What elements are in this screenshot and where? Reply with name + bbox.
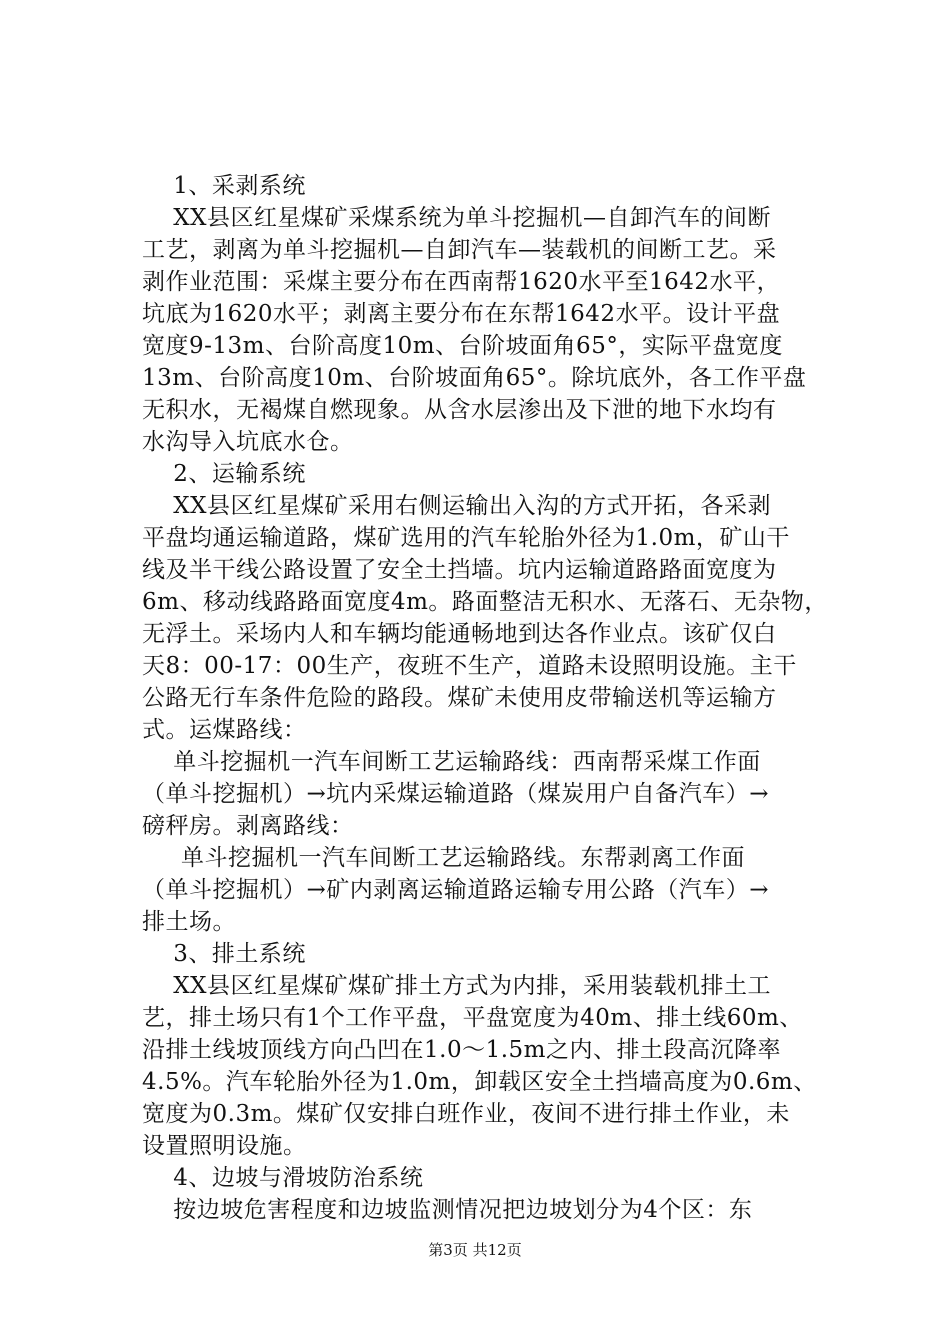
text-line: 坑底为1620水平；剥离主要分布在东帮1642水平。设计平盘 [142,301,781,327]
text-line: 按边坡危害程度和边坡监测情况把边坡划分为4个区：东 [142,1197,753,1223]
page-number-footer: 第3页 共12页 [428,1241,522,1259]
section-heading: 2、运输系统 [142,461,306,487]
text-line: 宽度为0.3m。煤矿仅安排白班作业，夜间不进行排土作业，未 [142,1101,790,1127]
text-line: 排土场。 [142,909,236,935]
text-line: 水沟导入坑底水仓。 [142,429,354,455]
text-line: XX县区红星煤矿采煤系统为单斗挖掘机—自卸汽车的间断 [142,205,771,231]
text-line: 4.5%。汽车轮胎外径为1.0m，卸载区安全土挡墙高度为0.6m、 [142,1069,817,1095]
text-line: XX县区红星煤矿煤矿排土方式为内排，采用装载机排土工 [142,973,771,999]
text-line: 工艺，剥离为单斗挖掘机—自卸汽车—装载机的间断工艺。采 [142,237,777,263]
text-line: 无积水，无褐煤自燃现象。从含水层渗出及下泄的地下水均有 [142,397,777,423]
text-line: （单斗挖掘机）→坑内采煤运输道路（煤炭用户自备汽车）→ [142,781,770,807]
text-line: 公路无行车条件危险的路段。煤矿未使用皮带输送机等运输方 [142,685,777,711]
text-line: （单斗挖掘机）→矿内剥离运输道路运输专用公路（汽车）→ [142,877,770,903]
text-line: 单斗挖掘机一汽车间断工艺运输路线。东帮剥离工作面 [142,845,746,871]
document-body [142,170,832,1226]
section-heading: 4、边坡与滑坡防治系统 [142,1165,424,1191]
text-line: 宽度9-13m、台阶高度10m、台阶坡面角65°，实际平盘宽度 [142,333,783,359]
text-line: 无浮土。采场内人和车辆均能通畅地到达各作业点。该矿仅白 [142,621,777,647]
text-line: 6m、移动线路路面宽度4m。路面整洁无积水、无落石、无杂物， [142,589,828,615]
text-line: 线及半干线公路设置了安全土挡墙。坑内运输道路路面宽度为 [142,557,777,583]
text-line: 设置照明设施。 [142,1133,307,1159]
text-line: 磅秤房。剥离路线： [142,813,354,839]
text-line: 平盘均通运输道路，煤矿选用的汽车轮胎外径为1.0m，矿山干 [142,525,790,551]
text-line: 单斗挖掘机一汽车间断工艺运输路线：西南帮采煤工作面 [142,749,761,775]
text-line: 天8：00-17：00生产，夜班不生产，道路未设照明设施。主干 [142,653,797,679]
text-line: 13m、台阶高度10m、台阶坡面角65°。除坑底外，各工作平盘 [142,365,807,391]
text-line: 式。运煤路线： [142,717,307,743]
text-line: XX县区红星煤矿采用右侧运输出入沟的方式开拓，各采剥 [142,493,771,519]
section-heading: 1、采剥系统 [142,173,306,199]
text-line: 沿排土线坡顶线方向凸凹在1.0～1.5m之内、排土段高沉降率 [142,1037,781,1063]
text-line: 剥作业范围：采煤主要分布在西南帮1620水平至1642水平， [142,269,781,295]
text-line: 艺，排土场只有1个工作平盘，平盘宽度为40m、排土线60m、 [142,1005,803,1031]
section-heading: 3、排土系统 [142,941,306,967]
